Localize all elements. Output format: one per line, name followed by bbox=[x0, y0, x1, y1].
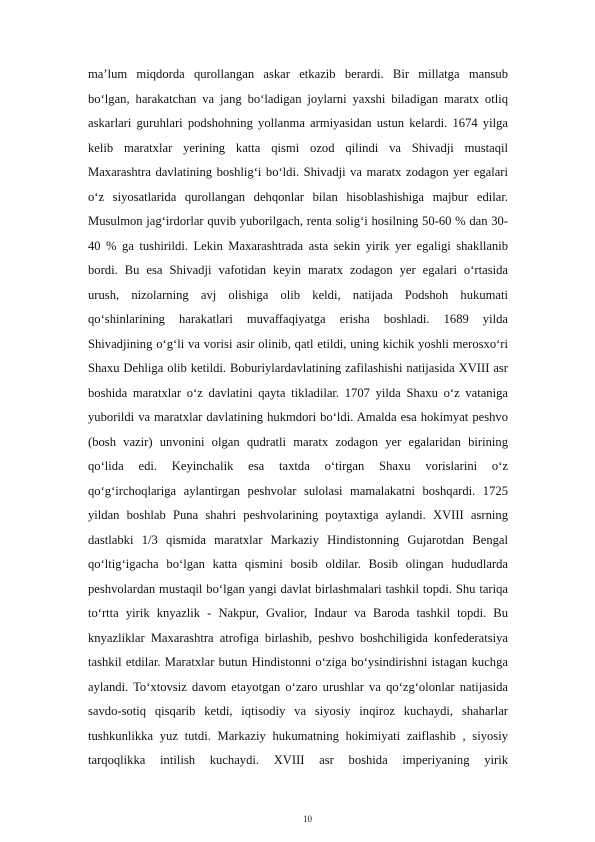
text-line: peshvolardan mustaqil bo‘lgan yangi davlat birlashmalari tashkil topdi. Shu tariqa bbox=[88, 581, 508, 596]
text-line: Musulmon jag‘irdorlar quvib yuborilgach, renta solig‘i hosilning 50-60 % dan 30- bbox=[88, 214, 508, 228]
text-line: Shaxu Dehliga olib ketildi. Boburiylardavlatining zafilashishi natijasida XVIII asr bbox=[88, 361, 508, 375]
text-line: kelib maratxlar yerining katta qismi ozod qilindi va Shivadji mustaqil bbox=[88, 140, 508, 155]
text-line: o‘z siyosatlarida qurollangan dehqonlar bilan hisoblashishiga majbur edilar. bbox=[88, 189, 508, 204]
text-line: tushkunlikka yuz tutdi. Markaziy hukumatning hokimiyati zaiflashib , siyosiy bbox=[88, 728, 508, 743]
text-line: Maxarashtra davlatining boshlig‘i bo‘ldi. Shivadji va maratx zodagon yer egalari bbox=[88, 165, 508, 179]
text-line: to‘rtta yirik knyazlik - Nakpur, Gvalior, Indaur va Baroda tashkil topdi. Bu bbox=[88, 606, 508, 620]
text-line: dastlabki 1/3 qismida maratxlar Markaziy Hindistonning Gujarotdan Bengal bbox=[88, 532, 508, 547]
text-line: qo‘lida edi. Keyinchalik esa taxtda o‘tirgan Shaxu vorislarini o‘z bbox=[88, 459, 508, 473]
text-line: qo‘g‘irchoqlariga aylantirgan peshvolar sulolasi mamalakatni boshqardi. 1725 bbox=[88, 483, 508, 498]
text-line: yildan boshlab Puna shahri peshvolarining poytaxtiga aylandi. XVIII asrning bbox=[88, 508, 508, 522]
text-line: tarqoqlikka intilish kuchaydi. XVIII asr boshida imperiyaning yirik bbox=[88, 753, 508, 767]
text-line: Shivadjining o‘g‘li va vorisi asir olinib, qatl etildi, uning kichik yoshli merosxo‘ri bbox=[88, 336, 508, 351]
text-line: boshida maratxlar o‘z davlatini qayta tikladilar. 1707 yilda Shaxu o‘z vataniga bbox=[88, 385, 508, 400]
text-line: knyazliklar Maxarashtra atrofiga birlashib, peshvo boshchiligida konfederatsiya bbox=[88, 630, 508, 645]
text-line: urush, nizolarning avj olishiga olib keldi, natijada Podshoh hukumati bbox=[88, 287, 508, 302]
text-line: ma’lum miqdorda qurollangan askar etkazib berardi. Bir millatga mansub bbox=[88, 67, 508, 81]
body-text bbox=[88, 62, 508, 773]
text-line: qo‘ltig‘igacha bo‘lgan katta qismini bosib oldilar. Bosib olingan hududlarda bbox=[88, 557, 508, 571]
page-number: 10 bbox=[303, 814, 312, 824]
text-line: aylandi. To‘xtovsiz davom etayotgan o‘zaro urushlar va qo‘zg‘olonlar natijasida bbox=[88, 679, 508, 694]
text-line: 40 % ga tushirildi. Lekin Maxarashtrada asta sekin yirik yer egaligi shakllanib bbox=[88, 238, 508, 253]
text-line: askarlari guruhlari podshohning yollanma armiyasidan ustun kelardi. 1674 yilga bbox=[88, 116, 508, 130]
text-line: bordi. Bu esa Shivadji vafotidan keyin maratx zodagon yer egalari o‘rtasida bbox=[88, 263, 508, 277]
text-line: qo‘shinlarining harakatlari muvaffaqiyatga erisha boshladi. 1689 yilda bbox=[88, 312, 508, 326]
text-line: tashkil etdilar. Maratxlar butun Hindistonni o‘ziga bo‘ysindirishni istagan kuchga bbox=[88, 655, 508, 669]
text-line: bo‘lgan, harakatchan va jang bo‘ladigan joylarni yaxshi biladigan maratx otliq bbox=[88, 91, 508, 106]
text-line: savdo-sotiq qisqarib ketdi, iqtisodiy va siyosiy inqiroz kuchaydi, shaharlar bbox=[88, 704, 508, 718]
text-line: (bosh vazir) unvonini olgan qudratli maratx zodagon yer egalaridan birining bbox=[88, 434, 508, 449]
text-line: yuborildi va maratxlar davlatining hukmdori bo‘ldi. Amalda esa hokimyat peshvo bbox=[88, 410, 508, 424]
